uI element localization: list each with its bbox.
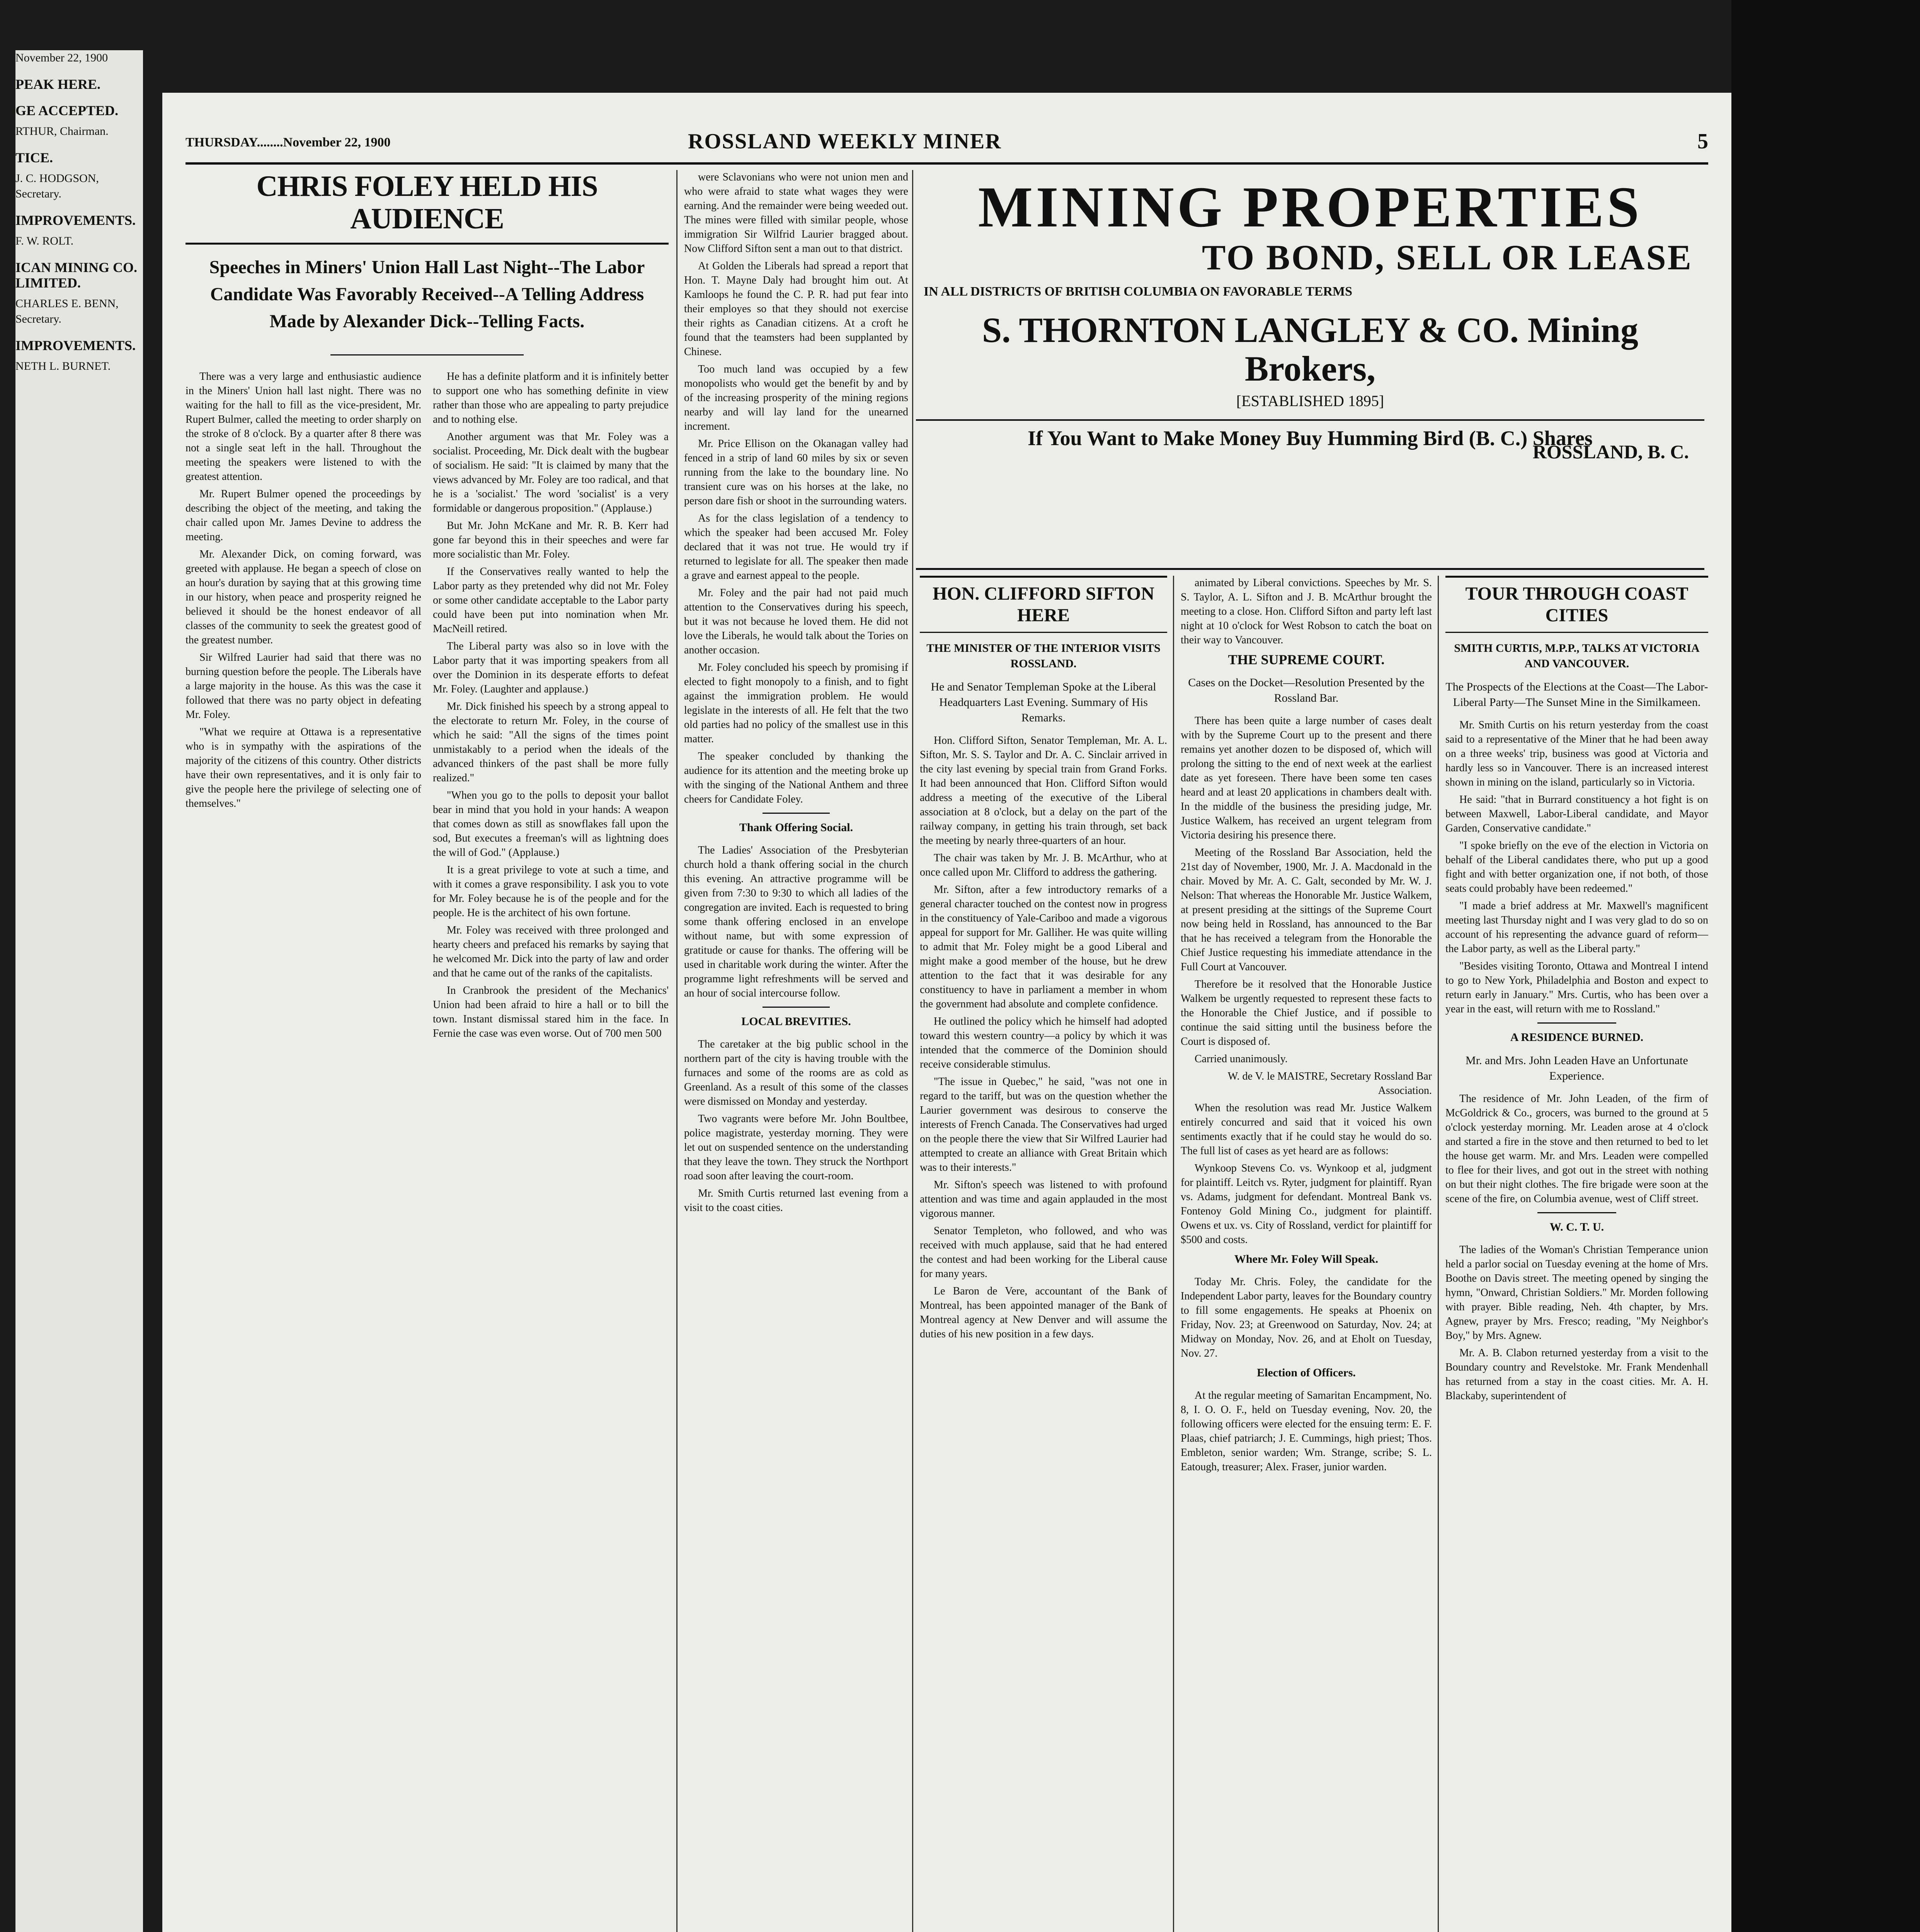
ad-location: ROSSLAND, B. C.: [1532, 441, 1689, 463]
article-paragraph: He has a definite platform and it is infinitely better to support one who has something definite in view rather than those who are appealing to party prejudice and to nothing else.: [433, 371, 669, 425]
divider: [763, 813, 830, 814]
strip-heading: GE ACCEPTED.: [15, 103, 119, 118]
article-paragraph: Mr. Rupert Bulmer opened the proceedings by describing the object of the meeting, and taking the chair called upon Mr. James Devine to address the meeting.: [186, 488, 421, 543]
article-paragraph: The ladies of the Woman's Christian Temperance union held a parlor social on Tuesday evening at the home of Mrs. Boothe on Davis street. The meeting opened by singing the hymn, "Onward, Christian Soldiers." Mr. Morden following with prayer. Bible reading, Neh. 4th chapter, by Mrs. Agnew, prayer by Mrs. Fresco; reading, "My Neighbor's Boy," by Mrs. Agnew.: [1445, 1244, 1708, 1342]
foley-column-b: [433, 369, 669, 1044]
residence-heading: A RESIDENCE BURNED.: [1510, 1031, 1644, 1044]
ad-tagline: If You Want to Make Money Buy Humming Bird (B. C.) Shares: [916, 419, 1704, 450]
strip-signoff: RTHUR, Chairman.: [15, 125, 109, 138]
page-edge-shadow: [1731, 0, 1920, 1932]
mining-properties-ad: [916, 170, 1704, 570]
article-paragraph: The caretaker at the big public school in the northern part of the city is having trouble with the furnaces and some of the rooms are as cold as Greenland. As a result of this some of the classes were dismissed on Monday and yesterday.: [684, 1038, 908, 1107]
foley-schedule-heading: Where Mr. Foley Will Speak.: [1234, 1253, 1379, 1265]
article-paragraph: In Cranbrook the president of the Mechanics' Union had been afraid to hire a hall or to bill the town. Instant dismissal stared him in the face. In Fernie the case was even worse. Out of 700 men 500: [433, 985, 669, 1039]
article-paragraph: Carried unanimously.: [1195, 1053, 1288, 1065]
article-paragraph: But Mr. John McKane and Mr. R. B. Kerr had gone far beyond this in their speeches and were far more socialistic than Mr. Foley.: [433, 520, 669, 560]
column-rule: [676, 170, 677, 1932]
ad-subtitle: TO BOND, SELL OR LEASE: [1202, 238, 1693, 277]
ad-terms: IN ALL DISTRICTS OF BRITISH COLUMBIA ON FAVORABLE TERMS: [924, 284, 1353, 299]
strip-heading: ICAN MINING CO. LIMITED.: [15, 260, 137, 291]
strip-heading: TICE.: [15, 150, 53, 165]
sifton-headline: HON. CLIFFORD SIFTON HERE: [920, 576, 1167, 633]
article-paragraph: The residence of Mr. John Leaden, of the firm of McGoldrick & Co., grocers, was burned to the ground at 5 o'clock yesterday morning. Mr. Leaden arose at 4 o'clock and started a fire in the stove and then returned to bed to let the house get warm. Mr. and Mrs. Leaden were compelled to flee for their lives, and got out in the street with nothing on but their night clothes. The fire brigade were soon at the scene of the fire, on Columbia avenue, west of Cliff street.: [1445, 1093, 1708, 1205]
article-paragraph: At Golden the Liberals had spread a report that Hon. T. Mayne Daly had brought him out. At Kamloops he found the C. P. R. had put fear into their employes so that they should not exercise their rights as Canadian citizens. At a croft he found that the teamsters had been supplanted by Chinese.: [684, 260, 908, 358]
article-paragraph: Mr. Foley was received with three prolonged and hearty cheers and prefaced his remarks by saying that he welcomed Mr. Dick into the party of law and order and that he came out of the ranks of the capitalists.: [433, 924, 669, 979]
article-paragraph: Mr. Foley and the pair had not paid much attention to the Conservatives during his speech, but it was not because he loved them. He did not love the Liberals, he would talk about the Tories on another occasion.: [684, 587, 908, 656]
article-paragraph: Two vagrants were before Mr. John Boultbee, police magistrate, yesterday morning. They were let out on suspended sentence on the understanding that they leave the town. They struck the Northport road soon after leaving the court-room.: [684, 1113, 908, 1182]
ad-established: [ESTABLISHED 1895]: [1236, 392, 1384, 410]
brevities-heading: LOCAL BREVITIES.: [741, 1015, 851, 1028]
article-paragraph: There was a very large and enthusiastic audience in the Miners' Union hall last night. There was no waiting for the hall to fill as the vice-president, Mr. Rupert Bulmer, called the meeting to order sharply on the stroke of 8 o'clock. By a quarter after 8 there was not a single seat left in the hall. Throughout the meeting the speakers were listened to with the greatest attention.: [186, 371, 421, 483]
article-paragraph: "When you go to the polls to deposit your ballot bear in mind that you hold in your hands: A weapon that comes down as still as snowflakes fall upon the sod, But executes a freeman's will as lightning does the will of God." (Applause.): [433, 789, 669, 859]
article-paragraph: Wynkoop Stevens Co. vs. Wynkoop et al, judgment for plaintiff. Leitch vs. Ryter, judgment for plaintiff. Ryan vs. Adams, judgment for defendant. Montreal Bank vs. Fontenoy Gold Mining Co., judgment for plaintiff. Owens et ux. vs. City of Rossland, verdict for plaintiff for $500 and costs.: [1181, 1162, 1432, 1246]
article-paragraph: Mr. Price Ellison on the Okanagan valley had fenced in a strip of land 60 miles by six or seven running from the lake to the boundary line. No transient cure was on his horses at the lake, no person dare fish or shoot in the surrounding waters.: [684, 438, 908, 507]
strip-date: November 22, 1900: [15, 51, 108, 64]
foley-headline: CHRIS FOLEY HELD HIS AUDIENCE: [186, 170, 669, 245]
wctu-heading: W. C. T. U.: [1549, 1221, 1604, 1233]
article-paragraph: The Liberal party was also so in love with the Labor party that it was importing speakers from all over the Dominion in its desperate efforts to defeat Mr. Foley. (Laughter and applause.): [433, 640, 669, 695]
article-paragraph: Mr. Dick finished his speech by a strong appeal to the electorate to return Mr. Foley, in the course of which he said: "All the signs of the times point unmistakably to a period when the ideals of the advanced thinkers of the past shall be more fully realized.": [433, 701, 669, 784]
divider: [1537, 1212, 1616, 1213]
divider: [330, 354, 524, 355]
masthead-title: ROSSLAND WEEKLY MINER: [688, 129, 1002, 153]
article-paragraph: When the resolution was read Mr. Justice Walkem entirely concurred and said that it voiced his own sentiments exactly that if he could stay he would do so. The full list of cases as yet heard are as follows:: [1181, 1102, 1432, 1157]
article-paragraph: He outlined the policy which he himself had adopted toward this western country—a policy by which it was intended that the commerce of the Dominion should receive considerable stimulus.: [920, 1015, 1167, 1070]
article-paragraph: Le Baron de Vere, accountant of the Bank of Montreal, has been appointed manager of the Bank of Montreal agency at New Denver and will assume the duties of his new position in a few days.: [920, 1285, 1167, 1340]
article-paragraph: "I made a brief address at Mr. Maxwell's magnificent meeting last Thursday night and I was very glad to do so on account of his representing the advance guard of reform—the Labor party, as well as the Liberal party.": [1445, 900, 1708, 955]
article-paragraph: Mr. A. B. Clabon returned yesterday from a visit to the Boundary country and Revelstoke. Mr. Frank Mendenhall has returned from a stay in the coast cities. Mr. A. H. Blackaby, superintendent of: [1445, 1347, 1708, 1402]
foley-column-a: [186, 369, 421, 1044]
article-paragraph: Mr. Smith Curtis on his return yesterday from the coast said to a representative of the Miner that he had been away on a three weeks' trip, business was good at Victoria and hardly less so in Vancouver. There is an increased interest shown in mining on the island, particularly so in Victoria.: [1445, 719, 1708, 788]
foley-deck: Speeches in Miners' Union Hall Last Night--The Labor Candidate Was Favorably Received--A Telling Address Made by Alexander Dick--Telling Facts.: [209, 257, 645, 332]
article-paragraph: Mr. Sifton's speech was listened to with profound attention and was time and again applauded in the most vigorous manner.: [920, 1179, 1167, 1219]
ad-company: S. THORNTON LANGLEY & CO. Mining Brokers,: [982, 310, 1639, 388]
article-paragraph: "The issue in Quebec," he said, "was not one in regard to the tariff, but was on the question whether the Laurier government was desirous to conserve the interests of French Canada. The Conservatives had urged on the people there the view that Sir Wilfred Laurier had attempted to create an alliance with Great Britain which was to their interests.": [920, 1076, 1167, 1173]
strip-heading: IMPROVEMENTS.: [15, 338, 136, 353]
article-paragraph: "Besides visiting Toronto, Ottawa and Montreal I intend to go to New York, Philadelphia and Boston and expect to return early in January." Mrs. Curtis, who has been over a year in the east, will return with me to Rossland.": [1445, 960, 1708, 1015]
strip-heading: IMPROVEMENTS.: [15, 213, 136, 228]
sifton-subhead: THE MINISTER OF THE INTERIOR VISITS ROSSLAND.: [926, 642, 1161, 670]
article-paragraph: The speaker concluded by thanking the audience for its attention and the meeting broke up with the singing of the National Anthem and three cheers for Candidate Foley.: [684, 750, 908, 805]
strip-signoff: CHARLES E. BENN, Secretary.: [15, 297, 119, 325]
column-rule: [1173, 576, 1174, 1932]
article-paragraph: Sir Wilfred Laurier had said that there was no burning question before the people. The Liberals have a large majority in the house. As this was the case it followed that there was no party object in defeating Mr. Foley.: [186, 651, 421, 721]
left-page-strip: [15, 50, 143, 1932]
masthead-date: THURSDAY........November 22, 1900: [186, 135, 391, 150]
coast-subhead: SMITH CURTIS, M.P.P., TALKS AT VICTORIA AND VANCOUVER.: [1454, 642, 1700, 670]
newspaper-page: [162, 93, 1731, 1932]
article-paragraph: He said: "that in Burrard constituency a hot fight is on between Maxwell, Labor-Liberal candidate, and Mayor Garden, Conservative candidate.": [1445, 794, 1708, 834]
article-paragraph: Mr. Alexander Dick, on coming forward, was greeted with applause. He began a speech of close on an hour's duration by saying that at this growing time in our history, when peace and prosperity reigned he believed it should be the honest endeavor of all classes of the community to seek the greatest good of the greatest number.: [186, 548, 421, 646]
article-paragraph: "I spoke briefly on the eve of the election in Victoria on behalf of the Liberal candidates there, who put up a good fight and with better organization one, if not both, of those seats could probably have been redeemed.": [1445, 840, 1708, 895]
residence-subhead: Mr. and Mrs. John Leaden Have an Unfortunate Experience.: [1466, 1054, 1688, 1082]
article-paragraph: The chair was taken by Mr. J. B. McArthur, who at once called upon Mr. Clifford to address the gathering.: [920, 852, 1167, 878]
masthead: [186, 128, 1708, 165]
court-headline: THE SUPREME COURT.: [1228, 652, 1385, 667]
article-paragraph: animated by Liberal convictions. Speeches by Mr. S. S. Taylor, A. L. Sifton and J. B. McArthur brought the meeting to a close. Hon. Clifford Sifton and party left last night at 10 o'clock for West Robson to catch the boat on their way to Vancouver.: [1181, 577, 1432, 646]
article-paragraph: Meeting of the Rossland Bar Association, held the 21st day of November, 1900, Mr. J. A. Macdonald in the chair. Moved by Mr. A. C. Galt, seconded by Mr. W. J. Nelson: That whereas the Honorable Mr. Justice Walkem, at present presiding at the sittings of the Supreme Court now being held in Rossland, has announced to the Bar that he has received a telegram from the Honorable the Chief Justice requesting his immediate attendance in the Full Court at Vancouver.: [1181, 847, 1432, 973]
article-paragraph: Therefore be it resolved that the Honorable Justice Walkem be urgently requested to represent these facts to the Honorable the Chief Justice, and if possible to continue the said sitting until the business before the Court is disposed of.: [1181, 978, 1432, 1048]
article-paragraph: The Ladies' Association of the Presbyterian church hold a thank offering social in the church this evening. An attractive programme will be given from 7:30 to 9:30 to which all ladies of the congregation are invited. Each is requested to bring some thank offering enclosed in an envelope without name, but with some expression of gratitude or cause for thanks. The offering will be used in charitable work during the winter. After the programme light refreshments will be served and an hour of social intercourse follow.: [684, 844, 908, 999]
article-paragraph: Another argument was that Mr. Foley was a socialist. Proceeding, Mr. Dick dealt with the bugbear of socialism. He said: "It is claimed by many that the views advanced by Mr. Foley are too radical, and that he is a 'socialist.' The word 'socialist' is a very formidable or dangerous proposition." (Applause.): [433, 431, 669, 514]
election-heading: Election of Officers.: [1257, 1366, 1356, 1379]
foley-continued-column: [684, 170, 908, 1932]
article-paragraph: It is a great privilege to vote at such a time, and with it comes a grave responsibility. I ask you to vote for Mr. Foley because he is of the people and for the people. He is the architect of his own fortune.: [433, 864, 669, 919]
article-paragraph: Hon. Clifford Sifton, Senator Templeman, Mr. A. L. Sifton, Mr. S. S. Taylor and Dr. A. C. Sinclair arrived in the city last evening by special train from Grand Forks. It had been announced that Hon. Clifford Sifton would address a meeting of the executive of the Liberal association at 8 o'clock, but a delay on the part of the railway company, in getting his train through, set back the meeting by nearly three-quarters of an hour.: [920, 735, 1167, 847]
article-paragraph: There has been quite a large number of cases dealt with by the Supreme Court up to the present and there remains yet another dozen to be disposed of, which will prolong the sitting to the end of next week at the earliest date as yet foreseen. There have been some ten cases heard and at least 20 applications in chambers dealt with. In the middle of the business the presiding judge, Mr. Justice Walkem, has received an urgent telegram from Victoria desiring his presence there.: [1181, 715, 1432, 841]
article-paragraph: Senator Templeton, who followed, and who was received with much applause, said that he had entered the contest and had been working for the Liberal cause for many years.: [920, 1225, 1167, 1280]
strip-heading: PEAK HERE.: [15, 77, 101, 92]
column-rule: [1438, 576, 1439, 1932]
coast-subhead: The Prospects of the Elections at the Coast—The Labor-Liberal Party—The Sunset Mine in the Similkameen.: [1445, 680, 1708, 709]
article-paragraph: Mr. Smith Curtis returned last evening from a visit to the coast cities.: [684, 1187, 908, 1214]
article-paragraph: At the regular meeting of Samaritan Encampment, No. 8, I. O. O. F., held on Tuesday evening, Nov. 20, the following officers were elected for the ensuing term: E. F. Plaas, chief patriarch; J. E. Cummings, high priest; Thos. Embleton, senior warden; Wm. Strange, scribe; S. L. Eatough, treasurer; Alex. Fraser, junior warden.: [1181, 1389, 1432, 1473]
divider: [1537, 1022, 1616, 1024]
sifton-subhead: He and Senator Templeman Spoke at the Liberal Headquarters Last Evening. Summary of His Remarks.: [931, 680, 1156, 724]
signature: W. de V. le MAISTRE, Secretary Rossland Bar Association.: [1227, 1070, 1432, 1097]
strip-signoff: F. W. ROLT.: [15, 235, 74, 247]
strip-signoff: NETH L. BURNET.: [15, 360, 111, 372]
divider: [763, 1007, 830, 1008]
column-rule: [912, 170, 913, 1932]
article-paragraph: If the Conservatives really wanted to help the Labor party as they pretended why did not Mr. Foley or some other candidate acceptable to the Labor party could have been put into nomination when Mr. MacNeill retired.: [433, 566, 669, 635]
article-paragraph: "What we require at Ottawa is a representative who is in sympathy with the aspirations of the majority of the citizens of this country. Other districts have their own representatives, and it is only fair to give the people here the privilege of selecting one of themselves.": [186, 726, 421, 810]
foley-article: [186, 170, 669, 1932]
page-number: 5: [1697, 129, 1708, 153]
sifton-article: [920, 576, 1167, 1932]
strip-signoff: J. C. HODGSON, Secretary.: [15, 172, 99, 200]
coast-headline: TOUR THROUGH COAST CITIES: [1445, 576, 1708, 633]
article-paragraph: Today Mr. Chris. Foley, the candidate for the Independent Labor party, leaves for the Boundary country to fill some engagements. He speaks at Phoenix on Friday, Nov. 23; at Greenwood on Saturday, Nov. 24; at Midway on Monday, Nov. 26, and at Eholt on Tuesday, Nov. 27.: [1181, 1276, 1432, 1359]
social-heading: Thank Offering Social.: [739, 821, 853, 834]
article-paragraph: As for the class legislation of a tendency to which the speaker had been accused Mr. Foley declared that it was not true. He would try if returned to legislate for all. The speaker then made a grave and earnest appeal to the people.: [684, 512, 908, 582]
article-paragraph: Mr. Sifton, after a few introductory remarks of a general character touched on the contest now in progress in the constituency of Yale-Cariboo and made a vigorous appeal for support for Mr. Galliher. He was quite willing to admit that Mr. Foley might be a good Liberal and might make a good member of the house, but he drew attention to the fact that it was desirable for any constituency to have in parliament a member in whom the government had absolute and complete confidence.: [920, 884, 1167, 1010]
article-paragraph: Too much land was occupied by a few monopolists who would get the benefit by and by of the increasing prosperity of the mining regions nearby and will lay land for the unearned increment.: [684, 363, 908, 432]
court-subhead: Cases on the Docket—Resolution Presented by the Rossland Bar.: [1188, 676, 1425, 704]
article-paragraph: were Sclavonians who were not union men and who were afraid to state what wages they were earning. And the remainder were being weeded out. The mines were filled with similar people, whose immigration Sir Wilfrid Laurier bragged about. Now Clifford Sifton sent a man out to that district.: [684, 171, 908, 255]
ad-title: MINING PROPERTIES: [978, 175, 1643, 239]
coast-article: [1445, 576, 1708, 1932]
court-article: [1181, 576, 1432, 1932]
article-paragraph: Mr. Foley concluded his speech by promising if elected to fight monopoly to a finish, and to fight against the immigration problem. He would legislate in the interests of all. He felt that the two old parties had no policy of the smallest use in this matter.: [684, 662, 908, 745]
